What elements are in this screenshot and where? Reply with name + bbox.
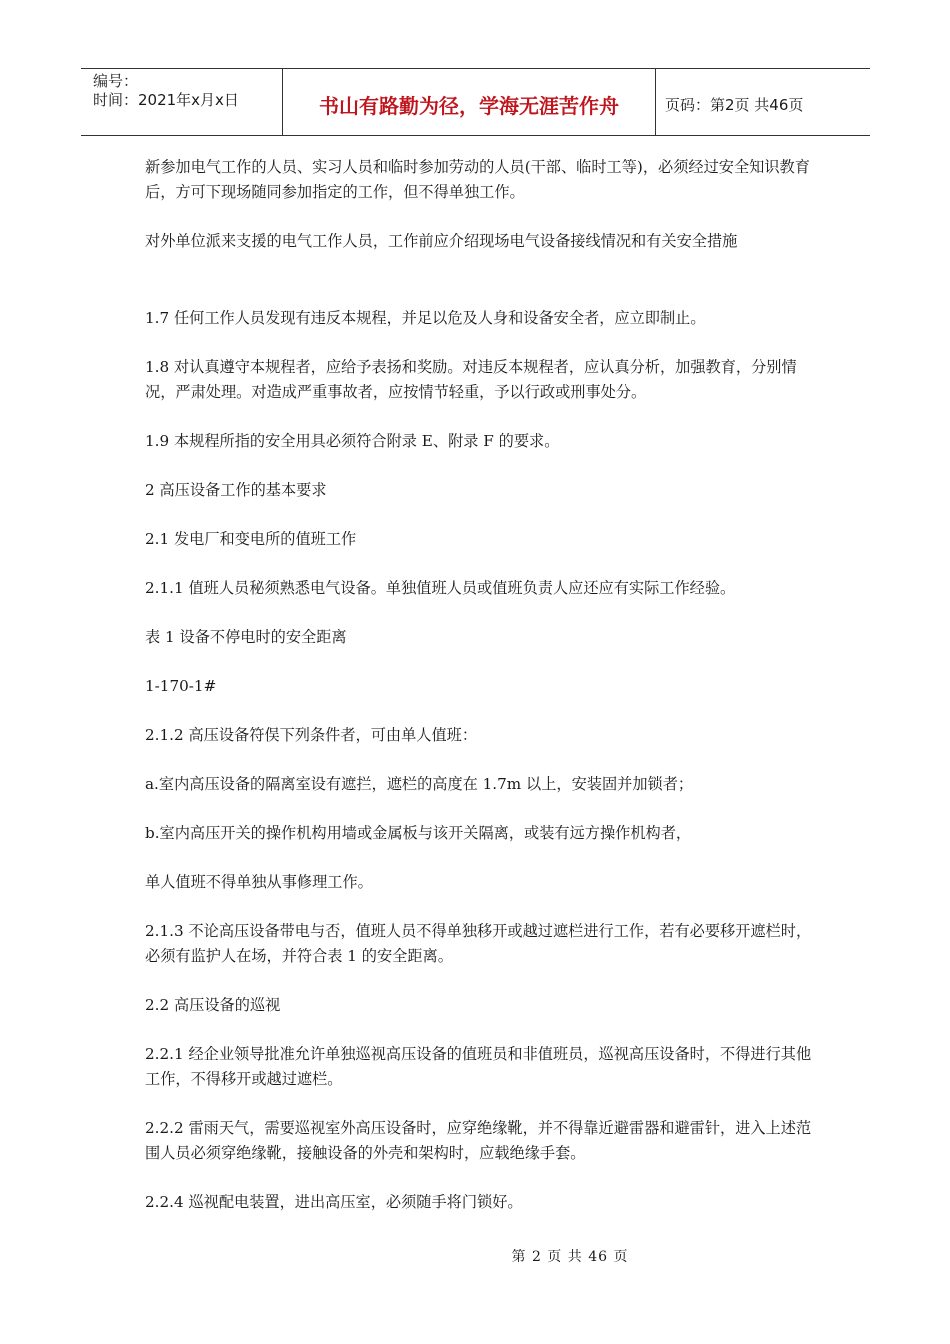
paragraph: 2.2.2 雷雨天气，需要巡视室外高压设备时，应穿绝缘靴，并不得靠近避雷器和避雷针，进入上述范围人员必须穿绝缘靴，接触设备的外壳和架构时，应载绝缘手套。 (145, 1119, 812, 1162)
paragraph: 1-170-1# (145, 677, 217, 695)
paragraph: 1.9 本规程所指的安全用具必须符合附录 E、附录 F 的要求。 (145, 432, 560, 450)
time-label: 时间：2021年x月x日 (93, 91, 239, 109)
paragraph: 2.2.1 经企业领导批准允许单独巡视高压设备的值班员和非值班员，巡视高压设备时，不得进行其他工作，不得移开或越过遮栏。 (145, 1045, 812, 1088)
paragraph: 1.7 任何工作人员发现有违反本规程，并足以危及人身和设备安全者，应立即制止。 (145, 309, 706, 327)
paragraph: 对外单位派来支援的电气工作人员，工作前应介绍现场电气设备接线情况和有关安全措施 (145, 232, 738, 250)
section-heading: 2.2 高压设备的巡视 (145, 996, 281, 1014)
paragraph: 2.1.1 值班人员秘须熟悉电气设备。单独值班人员或值班负责人应还应有实际工作经验。 (145, 579, 736, 597)
section-heading: 2 高压设备工作的基本要求 (145, 481, 327, 499)
section-heading: 2.1 发电厂和变电所的值班工作 (145, 530, 357, 548)
paragraph: 2.1.2 高压设备符俣下列条件者，可由单人值班： (145, 726, 478, 744)
header-meta (81, 69, 283, 135)
paragraph: 1.8 对认真遵守本规程者，应给予表扬和奖励。对违反本规程者，应认真分析，加强教育，分别情况，严肃处理。对造成严重事故者，应按情节轻重，予以行政或刑事处分。 (145, 358, 797, 401)
paragraph: a.室内高压设备的隔离室设有遮拦，遮栏的高度在 1.7m 以上，安装固并加锁者； (145, 775, 694, 793)
document-header (81, 68, 870, 136)
number-label: 编号： (93, 72, 139, 90)
paragraph: 2.2.4 巡视配电装置，进出高压室，必须随手将门锁好。 (145, 1193, 523, 1211)
page-footer: 第 2 页 共 46 页 (511, 1249, 629, 1265)
paragraph: 2.1.3 不论高压设备带电与否，值班人员不得单独移开或越过遮栏进行工作，若有必要移开遮栏时，必须有监护人在场，并符合表 1 的安全距离。 (145, 922, 812, 965)
paragraph: 新参加电气工作的人员、实习人员和临时参加劳动的人员(干部、临时工等)，必须经过安全知识教育后，方可下现场随同参加指定的工作，但不得单独工作。 (145, 158, 810, 201)
header-page-info: 页码：第2页 共46页 (665, 95, 804, 114)
table-caption: 表 1 设备不停电时的安全距离 (145, 628, 347, 646)
paragraph: b.室内高压开关的操作机构用墙或金属板与该开关隔离，或装有远方操作机构者， (145, 824, 692, 842)
paragraph: 单人值班不得单独从事修理工作。 (145, 873, 373, 891)
document-body (145, 155, 815, 1239)
header-motto: 书山有路勤为径，学海无涯苦作舟 (283, 69, 656, 135)
